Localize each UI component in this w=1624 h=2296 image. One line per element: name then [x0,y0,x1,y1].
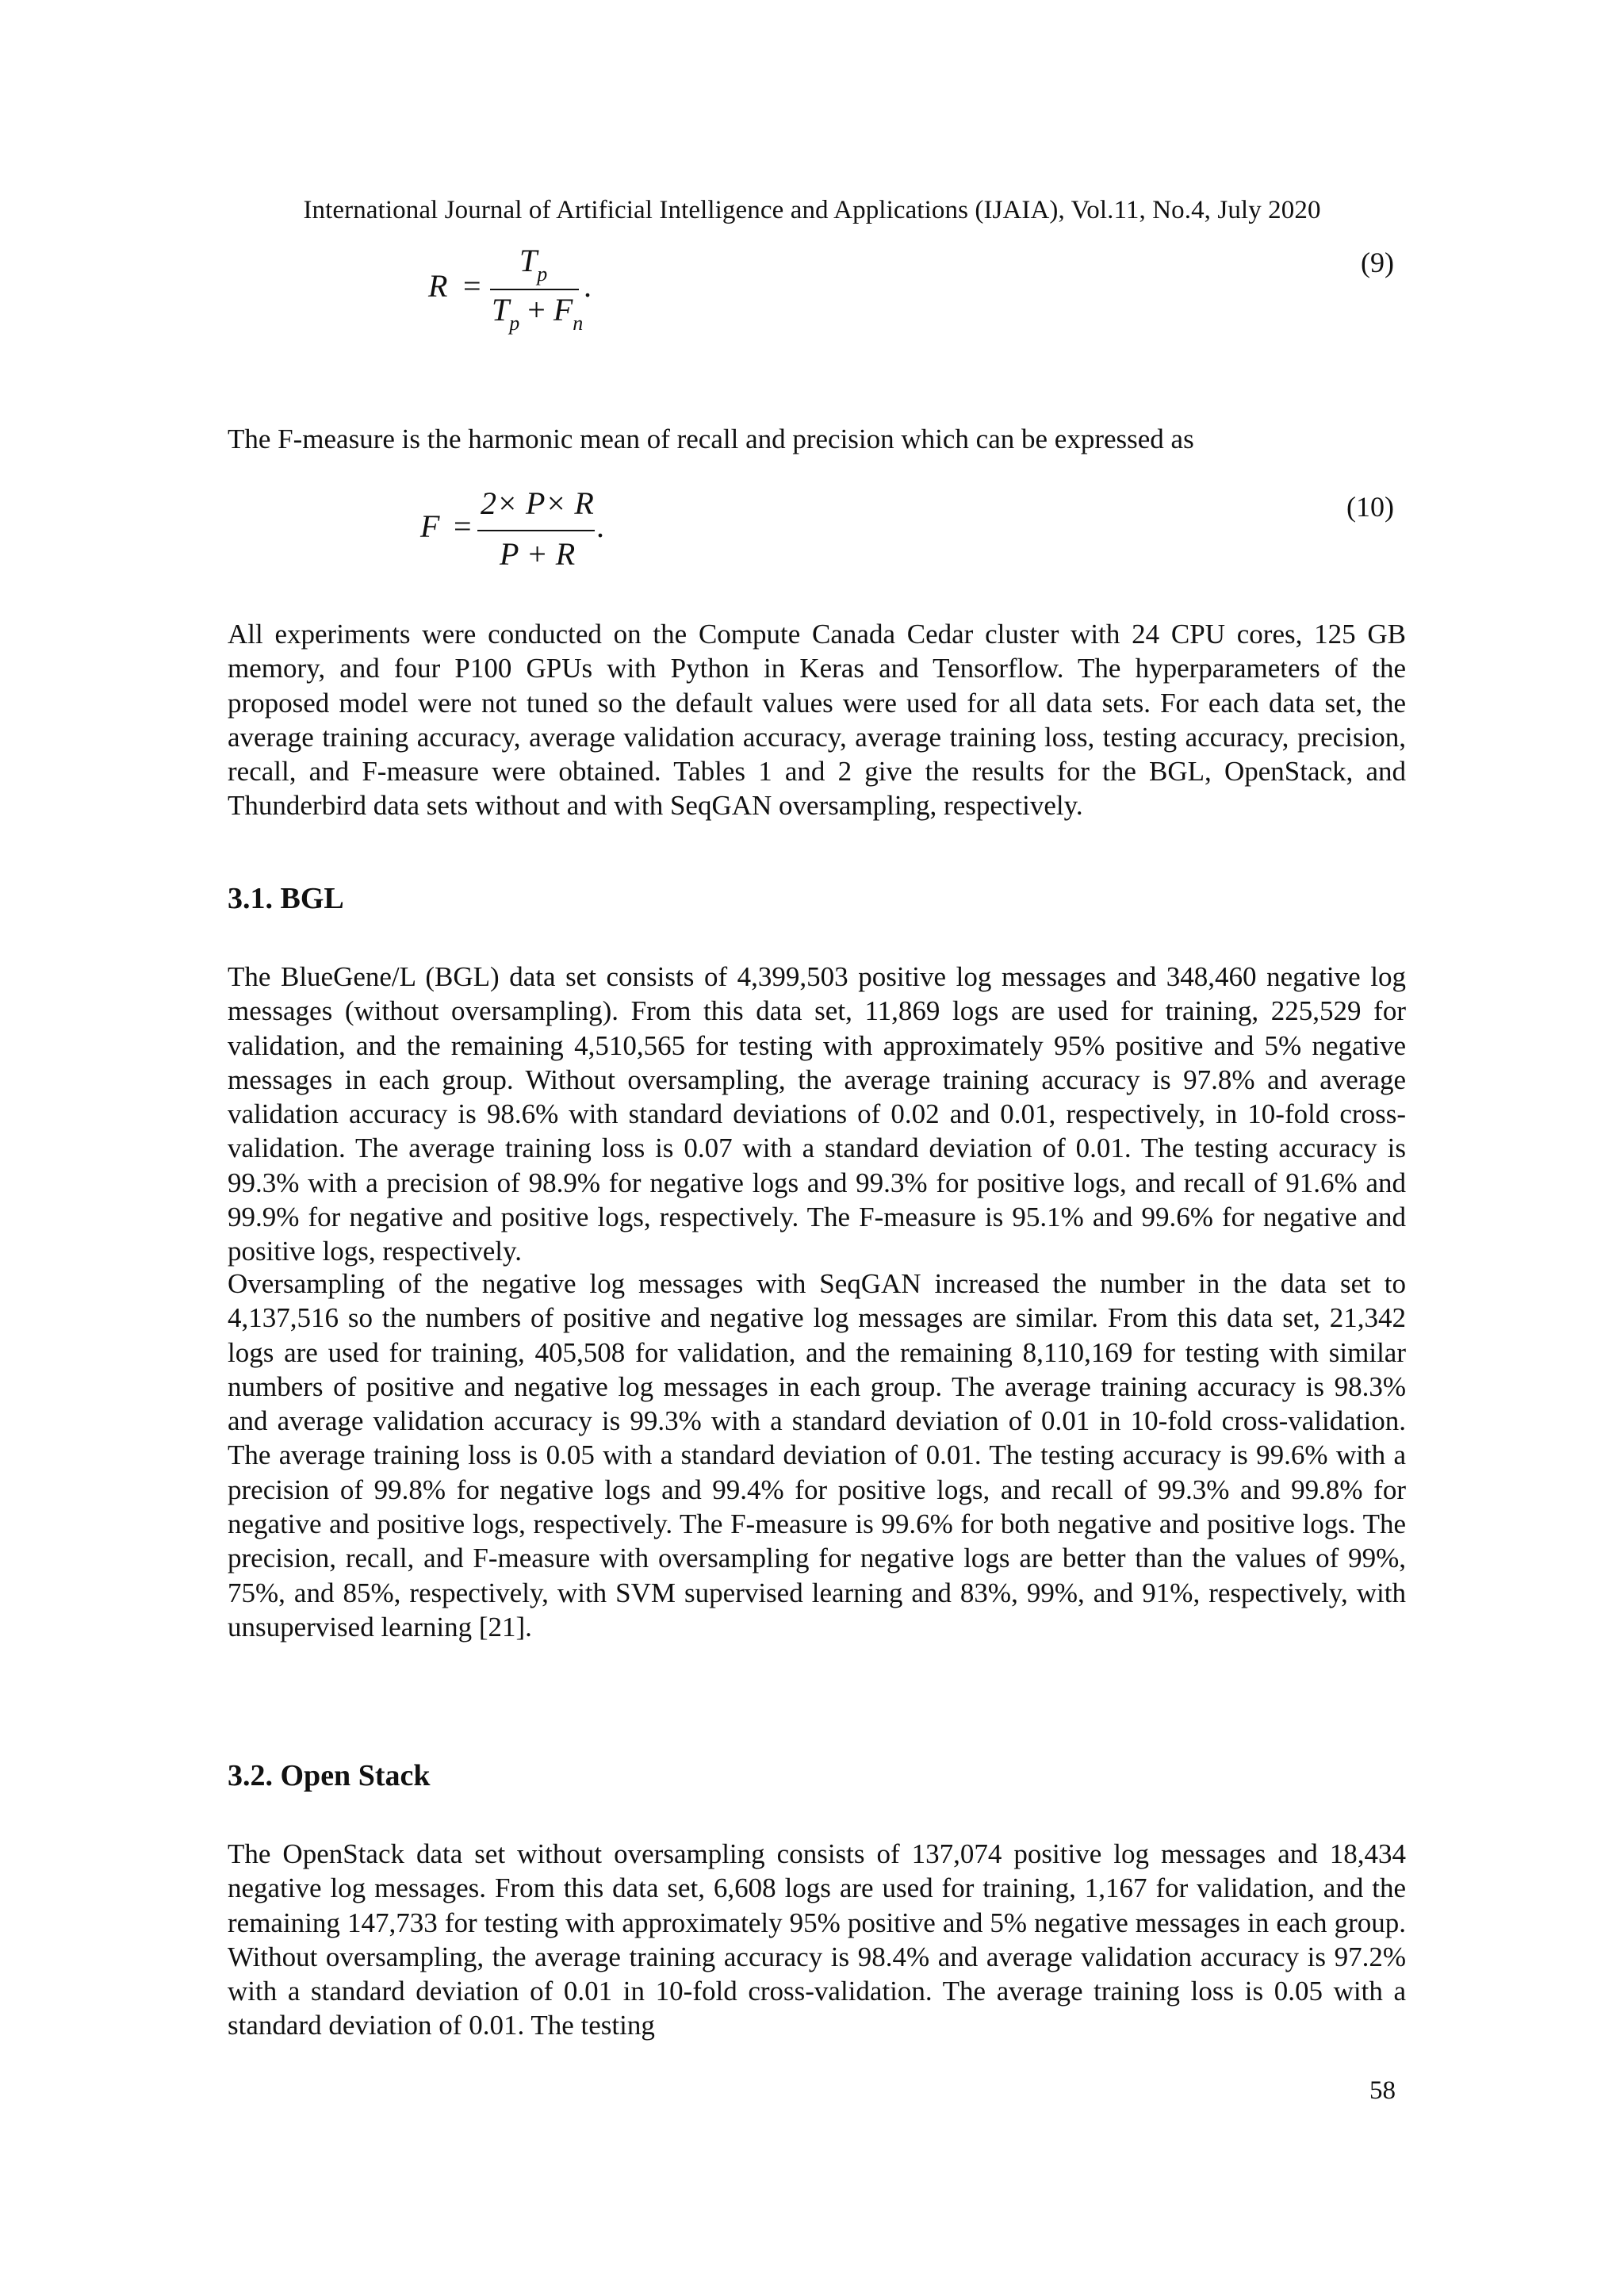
eq10-equals: = [454,508,472,544]
section-heading-bgl: 3.1. BGL [228,882,344,915]
eq9-denominator: $T_p + F_n$ [492,292,584,335]
paragraph-experiments: All experiments were conducted on the Compute Canada Cedar cluster with 24 CPU cores, 125 GB memory, and four P100 GPUs with Python in Keras and Tensorflow. The hyperparameters of the proposed model were not tuned so the default values were used for all data sets. For each data set, the average training accuracy, average validation accuracy, average training loss, testing accuracy, precision, recall, and F-measure were obtained. Tables 1 and 2 give the results for the BGL, OpenStack, and Thunderbird data sets without and with SeqGAN oversampling, respectively. [228,619,1406,822]
eq10-numerator: 2× P× R [481,485,594,521]
eq10-lhs: F [420,508,440,544]
paragraph-openstack: The OpenStack data set without oversampling consists of 137,074 positive log messages and 18,434 negative log messages. From this data set, 6,608 logs are used for training, 1,167 for validation, and the remaining 147,733 for testing with approximately 95% positive and 5% negative messages in each group. Without oversampling, the average training accuracy is 98.4% and average validation accuracy is 97.2% with a standard deviation of 0.01 in 10-fold cross-validation. The average training loss is 0.05 with a standard deviation of 0.01. The testing [228,1838,1406,2041]
section-heading-openstack: 3.2. Open Stack [228,1759,431,1792]
eq9-lhs: R [428,268,448,304]
eq10-number: (10) [1346,491,1394,523]
paragraph-fmeasure: The F-measure is the harmonic mean of recall and precision which can be expressed as [228,424,1194,454]
paragraph-bgl-2: Oversampling of the negative log messages with SeqGAN increased the number in the data set to 4,137,516 so the numbers of positive and negative log messages are similar. From this data set, 21,342 logs are used for training, 405,508 for validation, and the remaining 8,110,169 for testing with similar numbers of positive and negative log messages in each group. The average training accuracy is 98.3% and average validation accuracy is 99.3% with a standard deviation of 0.01 in 10-fold cross-validation. The average training loss is 0.05 with a standard deviation of 0.01. The testing accuracy is 99.6% with a precision of 99.8% for negative logs and 99.4% for positive logs, and recall of 99.3% and 99.8% for negative and positive logs, respectively. The F-measure is 99.6% for both negative and positive logs. The precision, recall, and F-measure with oversampling for negative logs are better than the values of 99%, 75%, and 85%, respectively, with SVM supervised learning and 83%, 99%, and 91%, respectively, with unsupervised learning [21]. [228,1268,1406,1642]
running-header: International Journal of Artificial Intelligence and Applications (IJAIA), Vol.11, No.4, July 2020 [303,196,1321,224]
eq9-equals: = [463,268,481,304]
eq10-denominator: P + R [500,536,576,572]
paragraph-bgl-1: The BlueGene/L (BGL) data set consists of 4,399,503 positive log messages and 348,460 negative log messages (without oversampling). From this data set, 11,869 logs are used for training, 225,529 for validation, and the remaining 4,510,565 for testing with approximately 95% positive and 5% negative messages in each group. Without oversampling, the average training accuracy is 97.8% and average validation accuracy is 98.6% with standard deviations of 0.02 and 0.01, respectively, in 10-fold cross-validation. The average training loss is 0.07 with a standard deviation of 0.01. The testing accuracy is 99.3% with a precision of 98.9% for negative logs and 99.3% for positive logs, and recall of 91.6% and 99.9% for negative and positive logs, respectively. The F-measure is 95.1% and 99.6% for negative and positive logs, respectively. [228,961,1406,1267]
page-number: 58 [1369,2076,1396,2105]
eq9-fraction-bar [490,289,579,290]
eq10-fraction-bar [477,530,595,531]
eq9-period: . [584,268,592,304]
eq10-period: . [596,508,604,544]
eq9-numerator: $T_p$ [519,243,548,286]
eq9-number: (9) [1361,247,1394,278]
